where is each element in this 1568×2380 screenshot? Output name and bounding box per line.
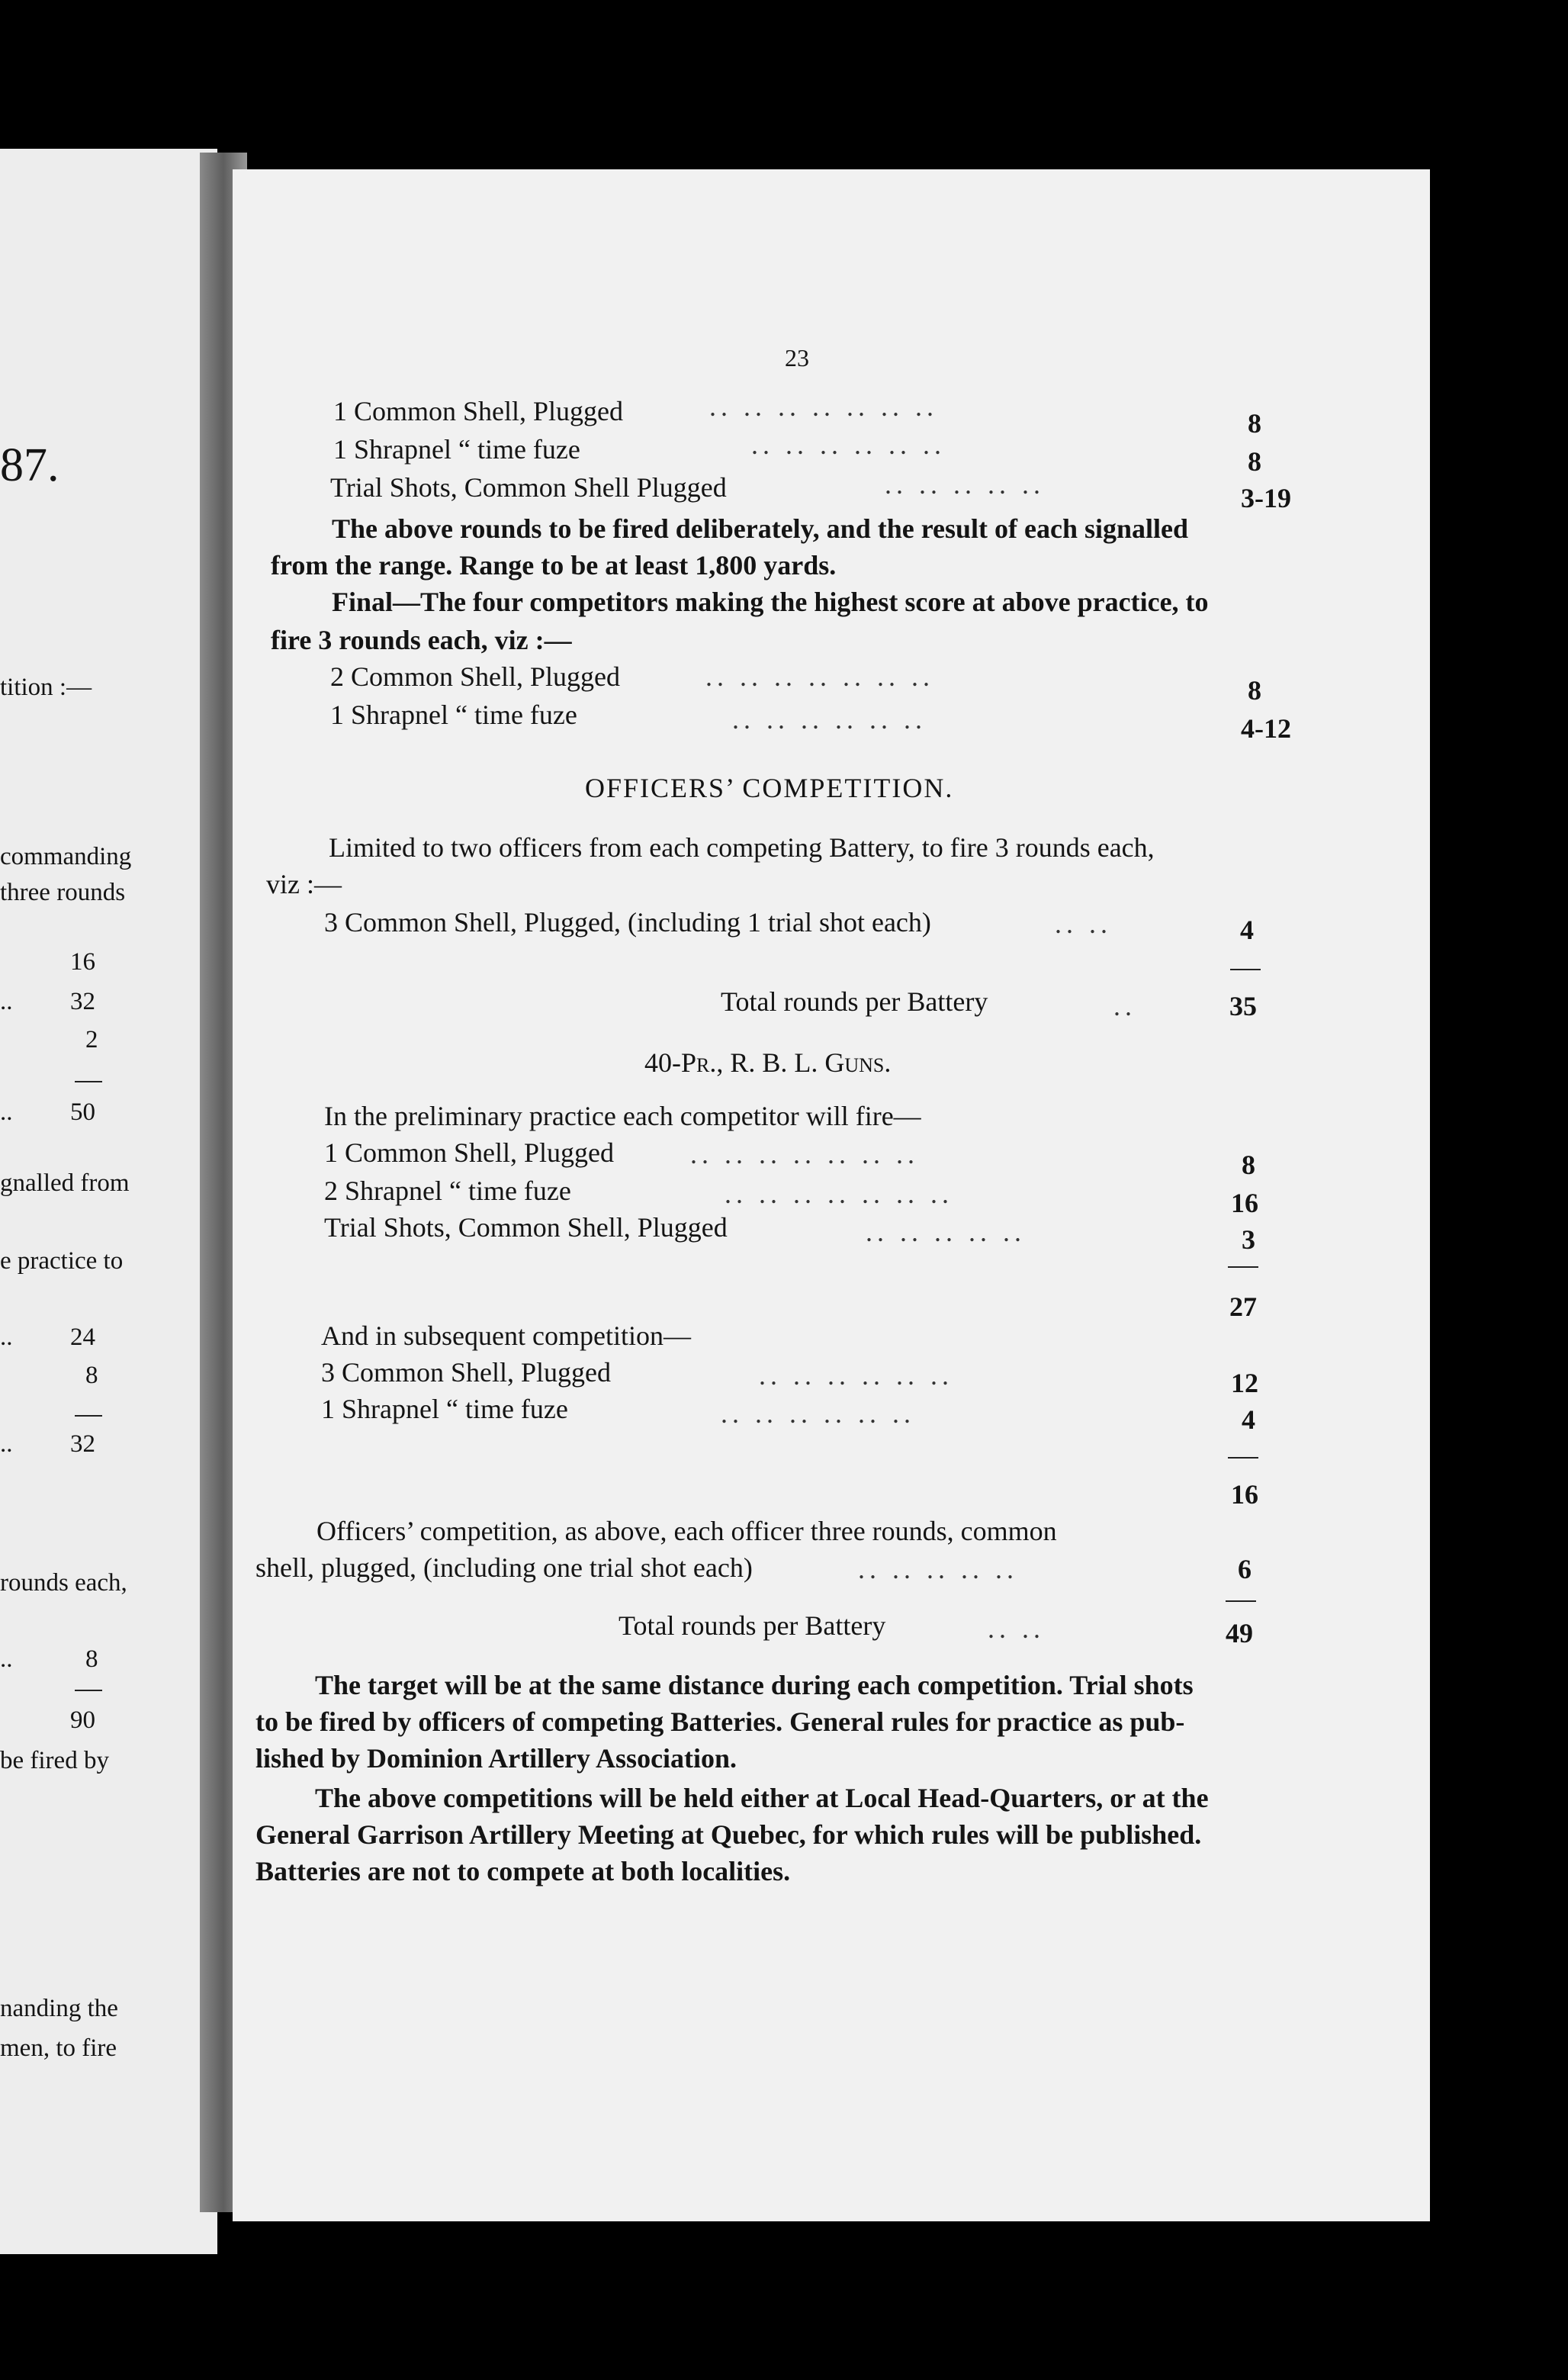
left-line: three rounds <box>0 879 126 906</box>
subtotal-value: 16 <box>1231 1479 1258 1510</box>
leader-dots: .. .. <box>1055 909 1112 939</box>
row-value: 8 <box>1242 1150 1255 1180</box>
row-label: 2 Common Shell, Plugged <box>330 661 621 692</box>
paragraph-line: Final—The four competitors making the highest score at above practice, to <box>332 587 1209 617</box>
leader-dots: .. .. .. .. .. <box>858 1554 1018 1584</box>
left-line: .. <box>0 1323 13 1351</box>
row-value: 4 <box>1240 915 1254 945</box>
row-label: 2 Shrapnel “ time fuze <box>324 1176 571 1206</box>
left-line: .. <box>0 1430 13 1458</box>
row-value: 4 <box>1242 1404 1255 1435</box>
section-heading: OFFICERS’ COMPETITION. <box>585 773 954 803</box>
row-value: 8 <box>1248 408 1261 439</box>
left-line: 32 <box>70 988 95 1015</box>
left-line: .. <box>0 988 13 1015</box>
sum-rule <box>1226 1600 1256 1602</box>
left-line: tition :— <box>0 674 92 701</box>
paragraph-line: fire 3 rounds each, viz :— <box>271 625 572 655</box>
row-value: 8 <box>1248 675 1261 706</box>
heading-part: 40-P <box>644 1047 697 1078</box>
left-line: .. <box>0 1645 13 1673</box>
total-value: 49 <box>1226 1618 1253 1648</box>
left-line: 24 <box>70 1323 95 1351</box>
left-line: 90 <box>70 1706 95 1734</box>
row-label: 1 Shrapnel “ time fuze <box>330 700 577 730</box>
left-line: 2 <box>85 1026 98 1053</box>
paragraph-line: shell, plugged, (including one trial shot each) <box>255 1552 753 1583</box>
left-line: 50 <box>70 1098 95 1126</box>
leader-dots: .. .. .. .. .. .. .. <box>705 661 934 692</box>
paragraph-line: And in subsequent competition— <box>321 1320 691 1351</box>
paragraph-line: from the range. Range to be at least 1,800 yards. <box>271 550 837 581</box>
left-line: 8 <box>85 1645 98 1673</box>
left-page-number-fragment: 87. <box>0 439 59 491</box>
heading-part: . <box>884 1047 892 1078</box>
row-value: 8 <box>1248 446 1261 477</box>
previous-page-fragment <box>0 149 217 2254</box>
left-line: .. <box>0 1098 13 1126</box>
total-label: Total rounds per Battery <box>619 1610 886 1641</box>
total-label: Total rounds per Battery <box>721 986 988 1017</box>
row-label: 1 Common Shell, Plugged <box>333 396 624 426</box>
left-rule <box>75 1081 102 1082</box>
paragraph-line: Officers’ competition, as above, each officer three rounds, common <box>316 1516 1057 1546</box>
left-line: 32 <box>70 1430 95 1458</box>
paragraph-line: viz :— <box>266 869 342 899</box>
row-label: 1 Common Shell, Plugged <box>324 1137 615 1168</box>
heading-part: UNS <box>844 1054 885 1076</box>
sum-rule <box>1228 1266 1258 1268</box>
left-line: 8 <box>85 1362 98 1389</box>
leader-dots: .. .. .. .. .. .. <box>721 1398 915 1429</box>
section-heading-guns <box>644 1047 891 1082</box>
page-number: 23 <box>785 344 809 371</box>
paragraph-line: Limited to two officers from each competing Battery, to fire 3 rounds each, <box>329 832 1155 863</box>
row-value: 4-12 <box>1241 713 1291 744</box>
paragraph-line: to be fired by officers of competing Batteries. General rules for practice as pub- <box>255 1706 1185 1737</box>
row-label: 1 Shrapnel “ time fuze <box>333 434 580 465</box>
row-label: Trial Shots, Common Shell Plugged <box>330 472 727 503</box>
left-line: gnalled from <box>0 1169 130 1197</box>
row-value: 6 <box>1238 1554 1252 1584</box>
left-line: commanding <box>0 843 132 870</box>
row-label: 1 Shrapnel “ time fuze <box>321 1394 568 1424</box>
row-label: 3 Common Shell, Plugged <box>321 1357 612 1388</box>
left-line: 16 <box>70 948 95 976</box>
sum-rule <box>1230 969 1261 970</box>
leader-dots: .. .. .. .. .. .. <box>751 429 946 460</box>
paragraph-line: The above competitions will be held either at Local Head-Quarters, or at the <box>315 1783 1209 1813</box>
leader-dots: .. .. .. .. .. .. .. <box>725 1179 953 1209</box>
leader-dots: .. .. .. .. .. .. <box>759 1360 953 1391</box>
row-value: 16 <box>1231 1188 1258 1218</box>
page-23 <box>233 169 1430 2221</box>
left-line: men, to fire <box>0 2034 117 2062</box>
heading-part: R <box>696 1054 710 1076</box>
leader-dots: .. <box>1113 991 1136 1021</box>
leader-dots: .. .. .. .. .. .. .. <box>690 1139 919 1169</box>
left-line: e practice to <box>0 1247 124 1275</box>
paragraph-line: lished by Dominion Artillery Association. <box>255 1743 737 1774</box>
leader-dots: .. .. <box>988 1613 1045 1644</box>
paragraph-line: General Garrison Artillery Meeting at Quebec, for which rules will be published. <box>255 1819 1202 1850</box>
sum-rule <box>1228 1457 1258 1459</box>
subtotal-value: 27 <box>1229 1291 1257 1322</box>
row-label: Trial Shots, Common Shell, Plugged <box>324 1212 728 1243</box>
leader-dots: .. .. .. .. .. <box>866 1217 1026 1247</box>
row-value: 3-19 <box>1241 483 1291 513</box>
paragraph-line: In the preliminary practice each competitor will fire— <box>324 1101 921 1131</box>
heading-part: ., R. B. L. G <box>709 1047 845 1078</box>
paragraph-line: The above rounds to be fired deliberately, and the result of each signalled <box>332 513 1189 544</box>
leader-dots: .. .. .. .. .. .. .. <box>709 391 938 422</box>
leader-dots: .. .. .. .. .. .. <box>732 704 927 735</box>
leader-dots: .. .. .. .. .. <box>885 469 1045 500</box>
left-rule <box>75 1415 102 1417</box>
row-value: 3 <box>1242 1224 1255 1255</box>
left-line: nanding the <box>0 1995 118 2022</box>
paragraph-line: The target will be at the same distance during each competition. Trial shots <box>315 1670 1194 1700</box>
left-line: rounds each, <box>0 1569 127 1597</box>
total-value: 35 <box>1229 991 1257 1021</box>
row-value: 12 <box>1231 1368 1258 1398</box>
left-line: be fired by <box>0 1747 109 1774</box>
left-rule <box>75 1690 102 1691</box>
paragraph-line: Batteries are not to compete at both localities. <box>255 1856 791 1886</box>
row-label: 3 Common Shell, Plugged, (including 1 trial shot each) <box>324 907 931 938</box>
